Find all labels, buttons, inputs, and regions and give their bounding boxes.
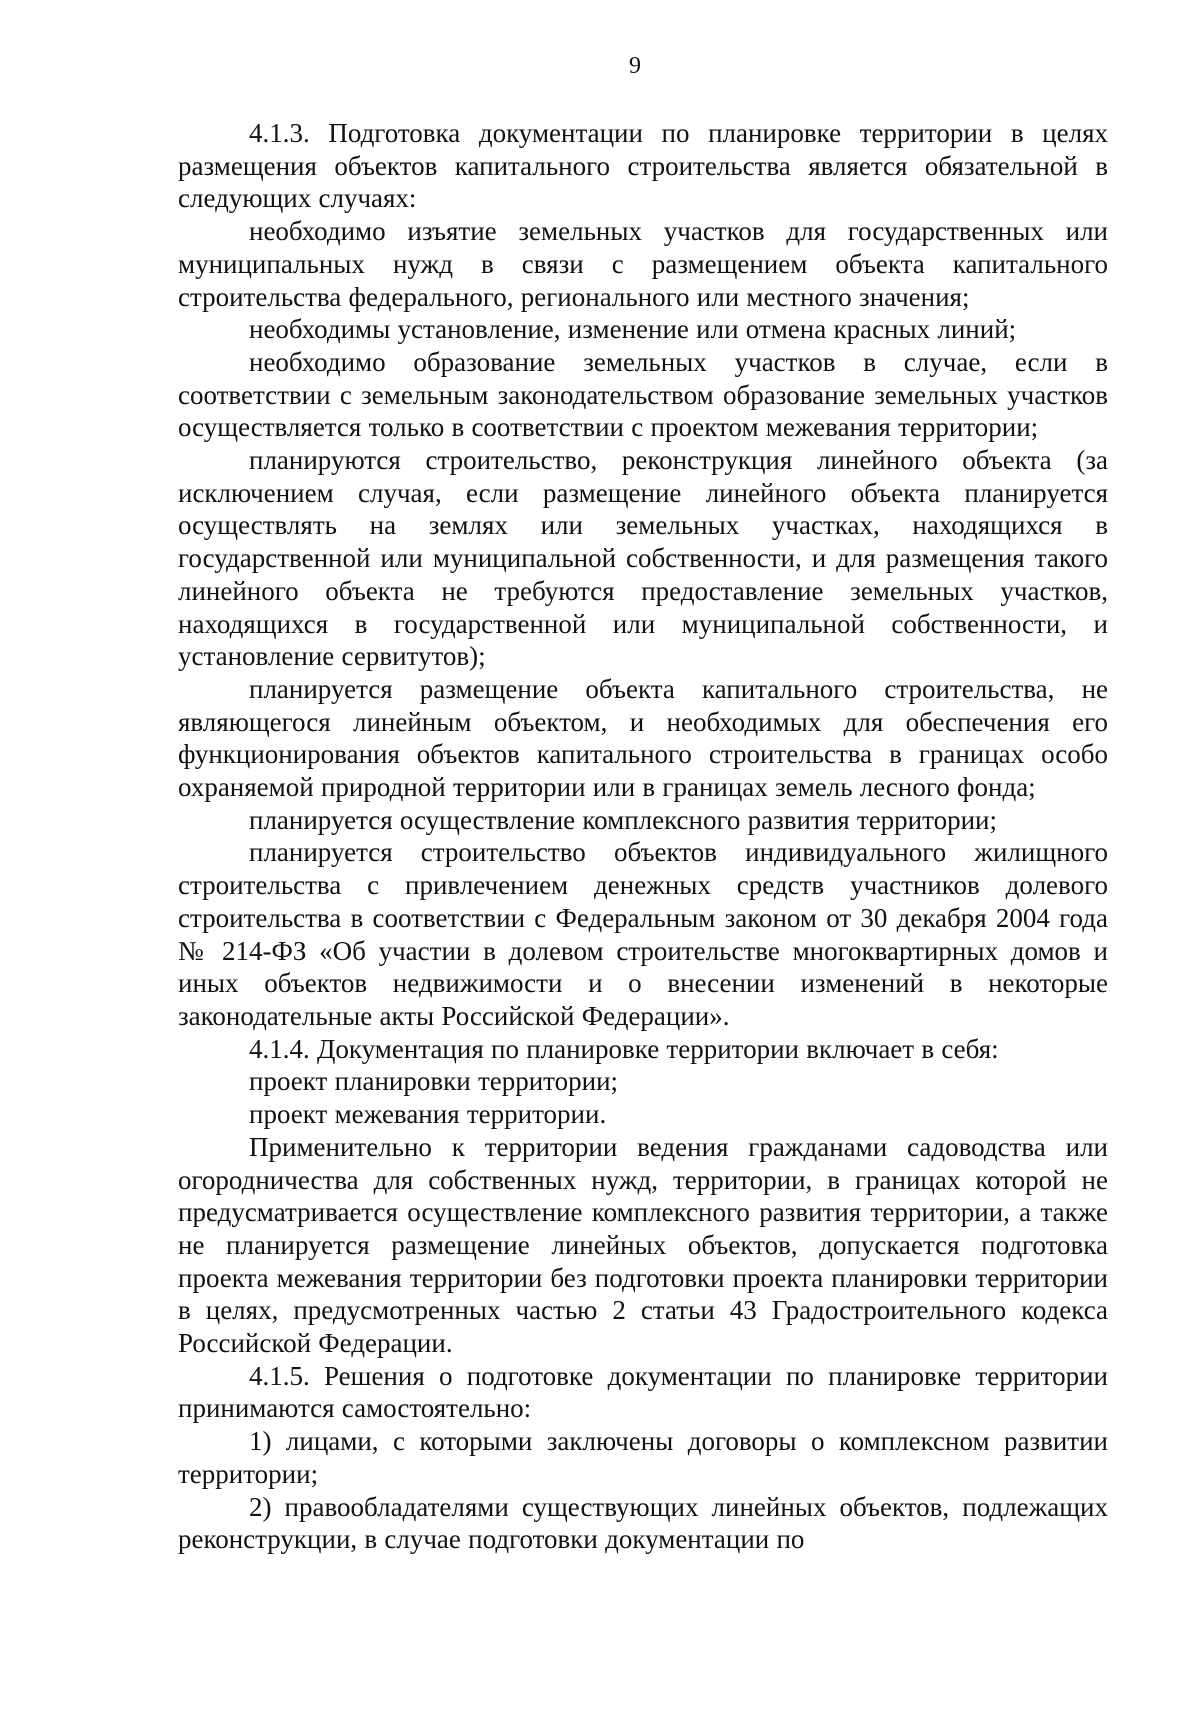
paragraph-4-1-3: 4.1.3. Подготовка документации по планировке территории в целях размещения объектов капитального строительства является обязательной в следующих случаях: <box>178 118 1108 214</box>
paragraph-protected-territory: планируется размещение объекта капитального строительства, не являющегося линейным объектом, и необходимых для обеспечения его функционирования объектов капитального строительства в границах особо охраняемой природной территории или в границах земель лесного фонда; <box>178 673 1108 803</box>
paragraph-surveying-project: проект межевания территории. <box>249 1099 607 1130</box>
paragraph-item-2: 2) правообладателями существующих линейных объектов, подлежащих реконструкции, в случае подготовки документации по <box>178 1491 1108 1555</box>
paragraph-land-formation: необходимо образование земельных участков в случае, если в соответствии с земельным законодательством образование земельных участков осуществляется только в соответствии с проектом межевания территории; <box>178 346 1108 443</box>
paragraph-complex-development: планируется осуществление комплексного развития территории; <box>249 804 997 835</box>
document-body <box>178 117 1108 1556</box>
paragraph-planning-project: проект планировки территории; <box>249 1066 619 1097</box>
paragraph-4-1-5: 4.1.5. Решения о подготовке документации по планировке территории принимаются самостоятельно: <box>178 1360 1108 1424</box>
page-number: 9 <box>629 53 641 79</box>
paragraph-gardening-territory: Применительно к территории ведения гражданами садоводства или огородничества для собственных нужд, территории, в границах которой не предусматривается осуществление комплексного развития территории, а также не планируется размещение линейных объектов, допускается подготовка проекта межевания территории без подготовки проекта планировки территории в целях, предусмотренных частью 2 статьи 43 Градостроительного кодекса Российской Федерации. <box>178 1131 1108 1359</box>
paragraph-red-lines: необходимы установление, изменение или отмена красных линий; <box>249 314 1017 345</box>
paragraph-individual-housing: планируется строительство объектов индивидуального жилищного строительства с привлечением денежных средств участников долевого строительства в соответствии с Федеральным законом от 30 декабря 2004 года № 214-ФЗ «Об участии в долевом строительстве многоквартирных домов и иных объектов недвижимости и о внесении изменений в некоторые законодательные акты Российской Федерации». <box>178 837 1108 1031</box>
paragraph-linear-object: планируются строительство, реконструкция линейного объекта (за исключением случая, если размещение линейного объекта планируется осуществлять на землях или земельных участках, находящихся в государственной или муниципальной собственности, и для размещения такого линейного объекта не требуются предоставление земельных участков, находящихся в государственной или муниципальной собственности, и установление сервитутов); <box>178 445 1108 672</box>
paragraph-land-seizure: необходимо изъятие земельных участков для государственных или муниципальных нужд в связи с размещением объекта капитального строительства федерального, регионального или местного значения; <box>178 216 1108 312</box>
paragraph-4-1-4: 4.1.4. Документация по планировке территории включает в себя: <box>249 1033 999 1064</box>
paragraph-item-1: 1) лицами, с которыми заключены договоры о комплексном развитии территории; <box>178 1426 1108 1489</box>
